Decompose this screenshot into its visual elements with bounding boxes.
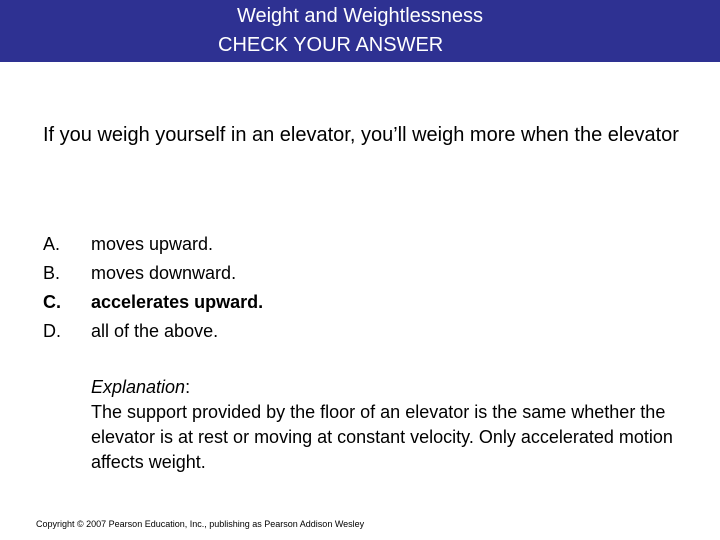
answer-options [43, 230, 683, 346]
option-d [43, 317, 683, 346]
option-letter: D. [43, 321, 61, 341]
slide-title: Weight and Weightlessness [236, 5, 484, 27]
copyright-notice: Copyright © 2007 Pearson Education, Inc., publishing as Pearson Addison Wesley [36, 519, 365, 529]
explanation-block [91, 375, 691, 475]
explanation-label-suffix: : [185, 377, 191, 397]
option-text: moves downward. [91, 263, 237, 283]
option-text: accelerates upward. [91, 292, 264, 312]
explanation-label: Explanation [91, 377, 186, 397]
option-letter: C. [43, 292, 61, 312]
option-letter: A. [43, 234, 61, 254]
explanation-heading [91, 375, 691, 400]
question-text: If you weigh yourself in an elevator, you’ll weigh more when the elevator [43, 124, 679, 146]
title-bar [0, 0, 720, 62]
option-a [43, 230, 683, 259]
option-c-correct [43, 288, 683, 317]
explanation-text: The support provided by the floor of an elevator is the same whether the elevator is at rest or moving at constant velocity. Only accelerated motion affects weight. [91, 402, 673, 472]
option-text: moves upward. [91, 234, 214, 254]
option-text: all of the above. [91, 321, 219, 341]
option-b [43, 259, 683, 288]
option-letter: B. [43, 263, 61, 283]
slide-subtitle: CHECK YOUR ANSWER [218, 34, 444, 56]
